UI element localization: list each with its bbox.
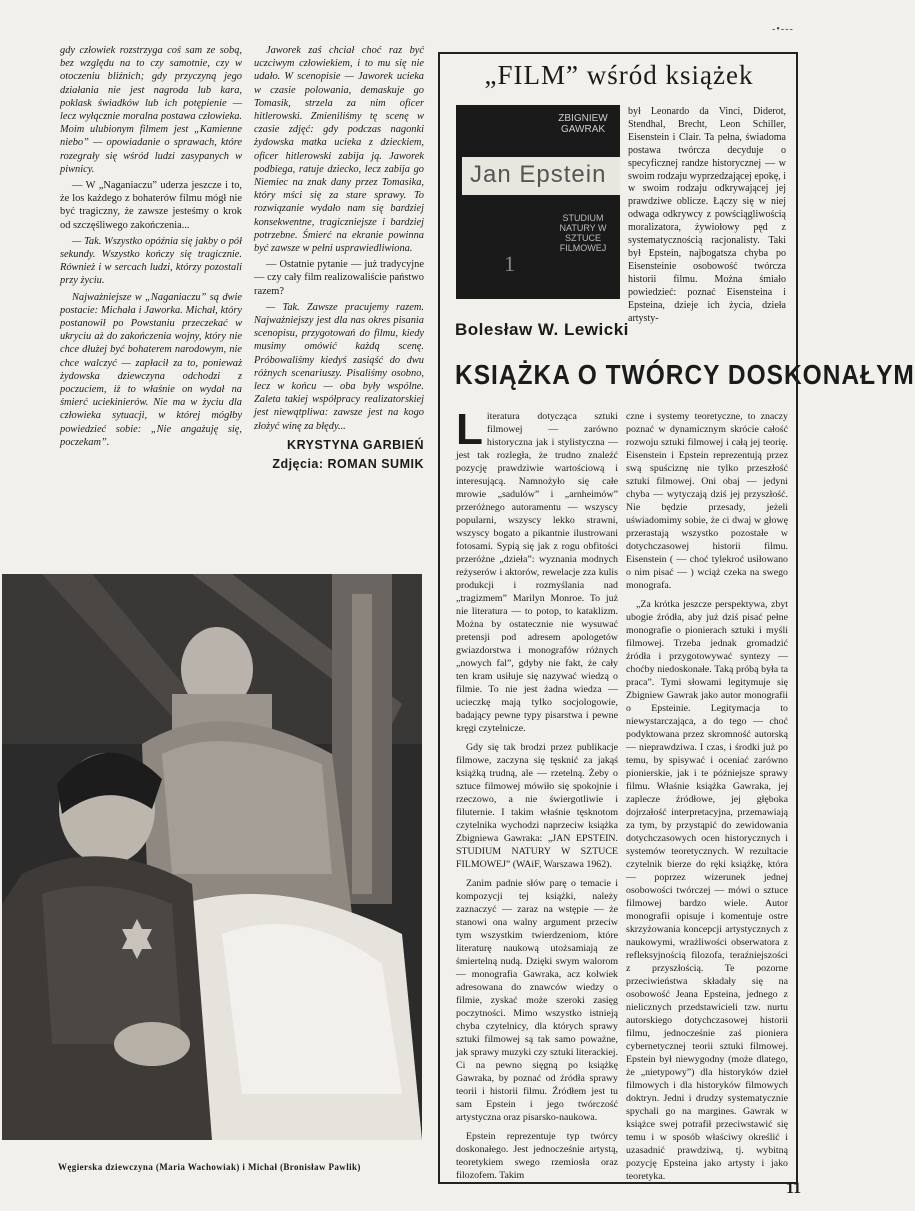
review-paragraph: „Za krótka jeszcze perspektywa, zbyt ubogie źródła, aby już dziś pisać pełne monografie o pionierach sztuki i myśli filmowej. Trzeba jednak gromadzić źródła i przygotowywać syntezy — choćby niedoskonałe. Taką próbą była ta praca”. Tymi słowami legitymuje się Zbigniew Gawrak jako autor monografii o Epsteinie. Legitymacja to niewystarczająca, a do tego — choć podyktowana przez skromność autorską — nieprawdziwa. I czas, i środki już po temu, by spisywać i oceniać zarówno pionierskie, jak i te późniejsze sprawy filmu. Właśnie książka Gawraka, jej zaplecze źródłowe, jej głęboka dojrzałość interpretacyjna, przemawiają za tym, by przystąpić do zewidowania dotychczasowych ocen historycznych i systemów teoretycznych. W rezultacie czytelnik bierze do ręki książkę, która — poprzez wizerunek jednej osobowości twórczej — mówi o sztuce filmowej bardzo wiele. Autor monografii opisuje i komentuje ostre skrzyżowania koncepcji artystycznych z naukowymi, wrażliwości obserwatora z refleksyjnością filozofa, teraźniejszości z przyszłością. Te pozorne przeciwieństwa składały się na osobowość Jeana Epsteina, jednego z nielicznych przedstawicieli tzw. nurtu autorskiego dotychczasowej historii filmu, jednocześnie zaś pioniera cybernetycznej teorii sztuki filmowej. Epstein był niewygodny (może dlatego, że „nietypowy”) dla historyków dzieł filmowych i dla historyków filmowych doktryn. Jedni i drudzy systematycznie spychali go na margines. Gawrak w książce swej potrafił przeciwstawić się temu i w sposób właściwy określić i uzasadnić prawdziwą, tj. wybitną pozycję Epsteina jako artysty i jako teoretyka. (626, 599, 788, 1182)
review-column-2 (626, 410, 788, 1189)
review-paragraph (456, 405, 618, 735)
interview-paragraph: Najważniejsze w „Naganiaczu” są dwie postacie: Michała i Jaworka. Michał, który postanowił po Powstaniu przeczekać w ukryciu aż do zakończenia wojny, który nie chce dłużej być bohaterem narodowym, nie chce walczyć — zapłacił za to, ponieważ żydowska dziewczyna odchodzi z poczuciem, iż to właśnie on wydał na śmierć uciekinierów. Nie ma w życiu dla człowieka sytuacji, w której mógłby powiedzieć sobie: „Nie angażuję się, poczekam”. (60, 291, 242, 448)
review-column-1 (456, 405, 618, 1188)
interview-column-1 (60, 44, 242, 452)
interview-paragraph: Jaworek zaś chciał choć raz być uczciwym człowiekiem, i to mu się nie udało. W scenopisie — Jaworek ucieka w czasie polowania, demaskuje go Tomasik, strzela za nim oficer hitlerowski. Zmieniliśmy tę scenę w czasie zdjęć: gdy podczas nagonki żydowska matka ucieka z dzieckiem, oficer hitlerowski zabija ją. Jaworek podbiega, ratuje dziecko, lecz zabija go Niemiec na znak dany przez Tomasika, który mści się za stare sprawy. To rozwiązanie wydało nam się bardziej konsekwentne, tragiczniejsze i bardziej potrzebne. Śmierć na ekranie powinna być zawsze w pełni usprawiedliwiona. (254, 45, 424, 255)
book-cover (456, 105, 620, 299)
review-headline: KSIĄŻKA O TWÓRCY DOSKONAŁYM (455, 360, 915, 392)
film-still-illustration (2, 574, 422, 1140)
interview-paragraph: — Ostatnie pytanie — już tradycyjne — czy cały film realizowaliście państwo razem? (254, 259, 424, 297)
review-author: Bolesław W. Lewicki (455, 320, 629, 339)
interview-column-2 (254, 44, 424, 471)
page-number: 11 (786, 1180, 802, 1197)
review-paragraph: Epstein reprezentuje typ twórcy doskonałego. Jest jednocześnie artystą, teoretykiem swego rzemiosła oraz filozofem. Takim (456, 1131, 618, 1181)
section-title: „FILM” wśród książek (484, 60, 754, 90)
review-first-paragraph-text: iteratura dotycząca sztuki filmowej — zarówno historyczna jak i stylistyczna — jest tak rozległa, że trudno znaleźć pozycję prawdziwie wartościową i interesującą. Namnożyło się całe mrowie „sadulów” i „arnheimów” przeróżnego autoramentu — wszyscy popularni, wszyscy lekko strawni, wszyscy bogato a pikantnie ilustrowani fotosami. Sypią się jak z rogu obfitości przeróżne „dzieła”: wyznania modnych reżyserów i aktorów, rewelacje zza kulis produkcji i rozmyślania nad „tragizmem” Marilyn Monroe. To już nie literatura — to potop, to kataklizm. Można by ostatecznie nie wysuwać pretensji pod adresem apologetów gwiazdorstwa i monografów różnych „nowych fal”, gdyby nie fakt, że cały ten kram usiłuje się nazywać wiedzą o filmie. To nie jest żadna wiedza — ucieczkę mają tylko socjologowie, badający pewne typy pisarstwa i pewne kręgi czytelnicze. (456, 411, 618, 734)
review-paragraph: czne i systemy teoretyczne, to znaczy poznać w dynamicznym skrócie całość rozwoju sztuki filmowej i całą jej teorię. Eisenstein i Epstein reprezentują przez swą spuściznę nie tylko przeszłość sztuki filmowej. Oni obaj — jedyni chyba — wytyczają dziś jej przyszłość. Nie będzie przesady, jeżeli uświadomimy sobie, że ci dwaj w głowę przerastają wszystko pozostałe w dotychczasowej historii filmu. Eisenstein ( — choć tylekroć usiłowano o nim pisać — ) wciąż czeka na swego monografa. (626, 411, 788, 591)
photo-credit: Zdjęcia: ROMAN SUMIK (272, 457, 424, 472)
interview-author: KRYSTYNA GARBIEŃ (287, 437, 424, 452)
drop-cap: L (456, 405, 483, 454)
interview-paragraph: gdy człowiek rozstrzyga coś sam ze sobą, bez względu na to czy samotnie, czy w otoczeniu bliźnich; gdy przyczyną jego działania nie jest nagroda lub kara, poklask świadków lub ich potępienie — lecz wyłącznie moralna postawa człowieka. Moim ulubionym filmem jest „Kamienne niebo” — opowiadanie o sprawach, które rozegrały się wśród ludzi zasypanych w piwnicy. (60, 45, 242, 175)
interview-paragraph: — Tak. Wszystko opóźnia się jakby o pół sekundy. Wszystko kończy się tragicznie. Również i w sercach ludzi, którzy pozostali przy życiu. (60, 235, 242, 287)
book-cover-author: ZBIGNIEW GAWRAK (558, 113, 608, 135)
review-paragraph: Zanim padnie słów parę o temacie i kompozycji tej książki, należy zaznaczyć — zaraz na wstępie — że stanowi ona walny argument przeciw tym wszystkim twierdzeniom, które literaturę naukową utożsamiają ze śmiertelną nudą. Dzięki swym walorom — monografia Gawraka, acz kolwiek adresowana do znawców wiedzy o filmie, zyskać może szeroki zasięg poczytności. Mimo wszystko istnieją chyba czytelnicy, dla których sprawy sztuki filmowej są tak samo poważne, jak sprawy muzyki czy sztuki literackiej. Ci na pewno sięgną po książkę Gawraka, by poznać od źródła sprawy teorii i historii filmu. Źródłem jest tu sam Epstein i jego twórczość artystyczna oraz pisarsko-naukowa. (456, 878, 618, 1123)
corner-mark: -•--- (772, 24, 794, 35)
book-cover-subtitle: STUDIUM NATURY W SZTUCE FILMOWEJ (559, 213, 607, 253)
photo-caption: Węgierska dziewczyna (Maria Wachowiak) i Michał (Bronisław Pawlik) (58, 1162, 361, 1172)
book-cover-title: Jan Epstein (470, 161, 607, 188)
book-cover-handwriting: 1 (504, 251, 515, 276)
review-intro-text: był Leonardo da Vinci, Diderot, Stendhal, Brecht, Leon Schiller, Eisenstein i Clair. Ta pełna, świadoma postawa twórcza decyduje o specyficznej randze historycznej — w swoim rodzaju wyprzedzającej epokę, i w swoim rodzaju odkrywającej jej prawdziwe oblicze. Łączy się w niej odwaga odkrywcy z powściągliwością moralizatora, żywiołowy pęd z systematycznością racjonalisty. Taki był Epstein, najbogatsza chyba po Eisensteinie osobowość twórcza historii filmu. Można śmiało powiedzieć: poznać Eisensteina i Epsteina, dzieje ich życia, dzieła artysty- (628, 106, 786, 324)
interview-paragraph: — W „Naganiaczu” uderza jeszcze i to, że los każdego z bohaterów filmu mógł nie być tragiczny, że zawsze jesteśmy o krok od szczęśliwego zakończenia... (60, 180, 242, 231)
film-still-photo (2, 574, 422, 1140)
review-paragraph: Gdy się tak brodzi przez publikacje filmowe, zaczyna się tęsknić za jakąś książką trudną, ale — rzetelną. Żeby o sztuce filmowej mówiło się spokojnie i rzeczowo, a nie świergotliwie i filuternie. I takim właśnie tęsknotom czytelnika wychodzi naprzeciw książka Zbigniewa Gawraka: „JAN EPSTEIN. STUDIUM NATURY W SZTUCE FILMOWEJ” (WAiF, Warszawa 1962). (456, 742, 618, 870)
interview-paragraph: — Tak. Zawsze pracujemy razem. Najważniejszy jest dla nas okres pisania scenopisu, przygotowań do filmu, kiedy musimy omówić każdą scenę. Próbowaliśmy kiedyś zasiąść do dwu różnych scenariuszy. Pisaliśmy osobno, lecz w końcu — oba były wspólne. Zaleta takiej współpracy realizatorskiej jest niewątpliwa: zawsze jest na kogo złożyć winę za błędy... (254, 301, 424, 432)
